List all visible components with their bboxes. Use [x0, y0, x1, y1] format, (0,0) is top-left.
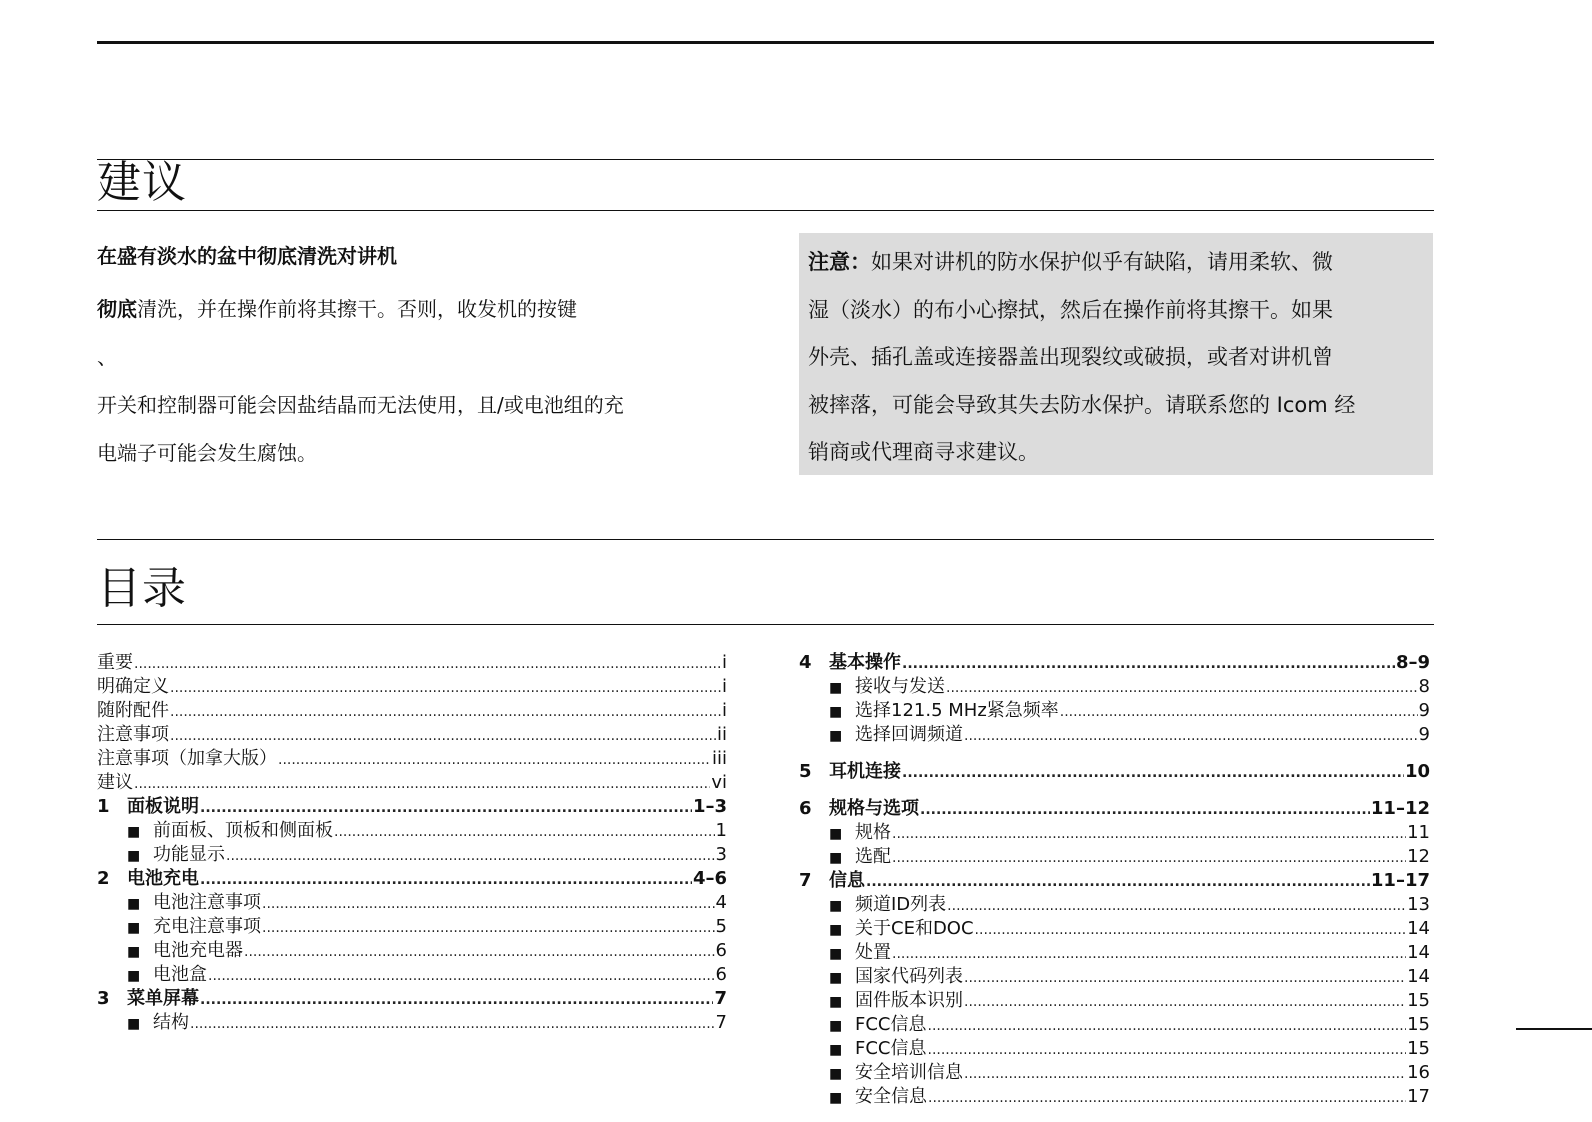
bullet-square-icon: ■	[829, 970, 843, 986]
toc-page-number: 10	[1404, 761, 1430, 782]
toc-rule-bottom	[97, 624, 1434, 625]
bullet-square-icon: ■	[829, 680, 843, 696]
toc-page-number: 5	[715, 916, 727, 937]
bullet-square-icon: ■	[829, 898, 843, 914]
toc-page-number: i	[721, 700, 727, 721]
margin-tab-line	[1516, 1028, 1592, 1030]
toc-entry-label: 国家代码列表	[855, 966, 963, 987]
toc-dot-leader	[920, 798, 1370, 822]
advice-line-1	[97, 285, 737, 333]
toc-entry-label: FCC信息	[855, 1038, 927, 1059]
toc-page-number: 15	[1407, 1014, 1430, 1035]
toc-page-number: 1–3	[692, 796, 727, 817]
toc-page-number: 4–6	[692, 868, 727, 889]
bullet-square-icon: ■	[127, 1016, 141, 1032]
bullet-square-icon: ■	[829, 850, 843, 866]
toc-dot-leader	[170, 700, 721, 724]
toc-dot-leader	[902, 652, 1395, 676]
toc-entry-label: 电池充电器	[153, 940, 243, 961]
toc-subentry[interactable]	[799, 989, 1430, 1013]
toc-page-number: 9	[1418, 700, 1430, 721]
toc-page-number: 4	[715, 892, 727, 913]
notice-line-1	[808, 239, 1419, 287]
toc-dot-leader	[200, 868, 692, 892]
toc-dot-leader	[866, 870, 1370, 894]
toc-entry-label: 规格	[855, 822, 891, 843]
toc-chapter-entry[interactable]	[97, 987, 727, 1011]
toc-page-number: 12	[1407, 846, 1430, 867]
advice-heading: 在盛有淡水的盆中彻底清洗对讲机	[97, 244, 397, 268]
toc-entry-label: 前面板、顶板和侧面板	[153, 820, 333, 841]
advice-line-1-text: 清洗，并在操作前将其擦干。否则，收发机的按键	[137, 297, 577, 321]
toc-page-number: 6	[715, 964, 727, 985]
toc-dot-leader	[334, 820, 715, 844]
toc-subentry[interactable]	[799, 1061, 1430, 1085]
bullet-square-icon: ■	[829, 1066, 843, 1082]
toc-entry-label: 频道ID列表	[855, 894, 947, 915]
bullet-square-icon: ■	[127, 896, 141, 912]
toc-dot-leader	[947, 894, 1406, 918]
toc-entry-label: 电池充电	[127, 868, 199, 889]
toc-entry-label: 充电注意事项	[153, 916, 261, 937]
toc-page-number: 14	[1407, 942, 1430, 963]
toc-entry-label: 安全培训信息	[855, 1062, 963, 1083]
toc-dot-leader	[170, 676, 721, 700]
toc-page-number: 11–12	[1370, 798, 1430, 819]
caution-notice-box	[799, 233, 1433, 475]
toc-chapter-number: 6	[799, 798, 812, 819]
toc-dot-leader	[262, 892, 715, 916]
toc-dot-leader	[964, 990, 1406, 1014]
toc-entry-label: 结构	[153, 1012, 189, 1033]
notice-line-1-text: 如果对讲机的防水保护似乎有缺陷，请用柔软、微	[871, 250, 1333, 274]
toc-page-number: 9	[1418, 724, 1430, 745]
toc-page-number: 6	[715, 940, 727, 961]
toc-subentry[interactable]	[97, 939, 727, 963]
toc-page-number: iii	[711, 748, 727, 769]
advice-title: 建议	[97, 157, 187, 208]
toc-gap	[799, 784, 1430, 797]
toc-dot-leader	[208, 964, 715, 988]
toc-subentry[interactable]	[799, 941, 1430, 965]
toc-entry-label: 菜单屏幕	[127, 988, 199, 1009]
toc-entry-label: 电池注意事项	[153, 892, 261, 913]
toc-entry-label: 信息	[829, 870, 865, 891]
toc-dot-leader	[928, 1086, 1406, 1110]
toc-dot-leader	[902, 761, 1404, 785]
toc-entry-label: 电池盒	[153, 964, 207, 985]
toc-chapter-number: 4	[799, 652, 812, 673]
bullet-square-icon: ■	[829, 1090, 843, 1106]
toc-subentry[interactable]	[97, 843, 727, 867]
toc-page-number: 14	[1407, 966, 1430, 987]
toc-chapter-number: 1	[97, 796, 110, 817]
toc-rule-top	[97, 539, 1434, 540]
toc-entry-label: 耳机连接	[829, 761, 901, 782]
toc-page-number: vi	[711, 772, 727, 793]
toc-subentry[interactable]	[97, 891, 727, 915]
toc-dot-leader	[892, 942, 1406, 966]
toc-entry-label: 重要	[97, 652, 133, 673]
advice-rule-top	[97, 159, 1434, 160]
toc-chapter-entry[interactable]	[799, 797, 1430, 821]
toc-dot-leader	[964, 724, 1418, 748]
toc-entry-label: 随附配件	[97, 700, 169, 721]
toc-dot-leader	[134, 772, 710, 796]
toc-page-number: 15	[1407, 990, 1430, 1011]
toc-page-number: 17	[1407, 1086, 1430, 1107]
toc-subentry[interactable]	[799, 1085, 1430, 1109]
toc-entry-label: 处置	[855, 942, 891, 963]
toc-page-number: 14	[1407, 918, 1430, 939]
toc-subentry[interactable]	[799, 917, 1430, 941]
toc-dot-leader	[964, 1062, 1406, 1086]
advice-line-4: 电端子可能会发生腐蚀。	[97, 441, 317, 465]
toc-chapter-entry[interactable]	[799, 760, 1430, 784]
toc-page-number: 11	[1407, 822, 1430, 843]
toc-entry-label: 面板说明	[127, 796, 199, 817]
toc-dot-leader	[946, 676, 1418, 700]
toc-entry-label: 关于CE和DOC	[855, 918, 974, 939]
toc-dot-leader	[170, 724, 716, 748]
bullet-square-icon: ■	[829, 704, 843, 720]
toc-entry-label: FCC信息	[855, 1014, 927, 1035]
advice-text	[97, 238, 737, 477]
toc-entry-label: 规格与选项	[829, 798, 919, 819]
toc-dot-leader	[226, 844, 715, 868]
bullet-square-icon: ■	[127, 968, 141, 984]
notice-line-4: 被摔落，可能会导致其失去防水保护。请联系您的 Icom 经	[808, 392, 1356, 417]
bullet-square-icon: ■	[829, 826, 843, 842]
toc-page-number: ii	[716, 724, 727, 745]
toc-right-column	[799, 651, 1430, 1109]
toc-entry[interactable]	[97, 699, 727, 723]
toc-subentry[interactable]	[97, 963, 727, 987]
advice-line-2: 、	[97, 345, 117, 369]
bullet-square-icon: ■	[829, 946, 843, 962]
bullet-square-icon: ■	[127, 920, 141, 936]
toc-chapter-number: 2	[97, 868, 110, 889]
toc-chapter-entry[interactable]	[799, 651, 1430, 675]
toc-subentry[interactable]	[799, 699, 1430, 723]
toc-chapter-entry[interactable]	[97, 795, 727, 819]
notice-line-5: 销商或代理商寻求建议。	[808, 440, 1039, 465]
toc-entry-label: 接收与发送	[855, 676, 945, 697]
toc-chapter-number: 3	[97, 988, 110, 1009]
advice-body	[97, 285, 737, 477]
top-rule	[97, 41, 1434, 44]
toc-page-number: 16	[1407, 1062, 1430, 1083]
toc-dot-leader	[200, 988, 713, 1012]
toc-subentry[interactable]	[799, 845, 1430, 869]
toc-dot-leader	[928, 1038, 1407, 1062]
toc-dot-leader	[134, 652, 721, 676]
bullet-square-icon: ■	[127, 824, 141, 840]
toc-entry[interactable]	[97, 651, 727, 675]
toc-entry[interactable]	[97, 771, 727, 795]
toc-entry-label: 选配	[855, 846, 891, 867]
toc-page-number: 1	[715, 820, 727, 841]
toc-title: 目录	[97, 563, 187, 614]
toc-dot-leader	[892, 822, 1406, 846]
toc-dot-leader	[1060, 700, 1418, 724]
advice-line-3: 开关和控制器可能会因盐结晶而无法使用，且/或电池组的充	[97, 393, 624, 417]
toc-dot-leader	[262, 916, 715, 940]
bullet-square-icon: ■	[127, 944, 141, 960]
toc-page-number: 3	[715, 844, 727, 865]
toc-page-number: 7	[715, 1012, 727, 1033]
notice-line-3: 外壳、插孔盖或连接器盖出现裂纹或破损，或者对讲机曾	[808, 345, 1333, 370]
toc-entry-label: 安全信息	[855, 1086, 927, 1107]
toc-subentry[interactable]	[97, 1011, 727, 1035]
bullet-square-icon: ■	[829, 1018, 843, 1034]
toc-page-number: i	[721, 676, 727, 697]
toc-entry-label: 注意事项	[97, 724, 169, 745]
toc-dot-leader	[200, 796, 692, 820]
toc-entry-label: 建议	[97, 772, 133, 793]
notice-line-2: 湿（淡水）的布小心擦拭，然后在操作前将其擦干。如果	[808, 297, 1333, 322]
toc-subentry[interactable]	[799, 723, 1430, 747]
toc-entry-label: 明确定义	[97, 676, 169, 697]
toc-subentry[interactable]	[799, 675, 1430, 699]
toc-entry-label: 选择121.5 MHz紧急频率	[855, 700, 1059, 721]
toc-chapter-number: 7	[799, 870, 812, 891]
toc-entry-label: 功能显示	[153, 844, 225, 865]
toc-page-number: 8	[1418, 676, 1430, 697]
bullet-square-icon: ■	[127, 848, 141, 864]
toc-page-number: 13	[1407, 894, 1430, 915]
toc-chapter-number: 5	[799, 761, 812, 782]
toc-entry-label: 注意事项（加拿大版）	[97, 748, 277, 769]
advice-bold-word: 彻底	[97, 297, 137, 321]
toc-subentry[interactable]	[799, 893, 1430, 917]
toc-subentry[interactable]	[799, 1037, 1430, 1061]
toc-dot-leader	[892, 846, 1406, 870]
bullet-square-icon: ■	[829, 994, 843, 1010]
toc-page-number: 7	[714, 988, 727, 1009]
toc-dot-leader	[928, 1014, 1407, 1038]
toc-entry[interactable]	[97, 747, 727, 771]
advice-rule-bottom	[97, 210, 1434, 211]
toc-entry-label: 固件版本识别	[855, 990, 963, 1011]
toc-dot-leader	[278, 748, 711, 772]
toc-page-number: 8–9	[1395, 652, 1430, 673]
toc-dot-leader	[964, 966, 1406, 990]
toc-page-number: 11–17	[1370, 870, 1430, 891]
toc-subentry[interactable]	[97, 819, 727, 843]
toc-subentry[interactable]	[799, 1013, 1430, 1037]
toc-left-column	[97, 651, 727, 1035]
notice-label: 注意：	[808, 250, 871, 274]
toc-gap	[799, 747, 1430, 760]
toc-chapter-entry[interactable]	[97, 867, 727, 891]
toc-dot-leader	[190, 1012, 715, 1036]
toc-subentry[interactable]	[799, 965, 1430, 989]
toc-page-number: 15	[1407, 1038, 1430, 1059]
bullet-square-icon: ■	[829, 728, 843, 744]
toc-dot-leader	[244, 940, 715, 964]
bullet-square-icon: ■	[829, 1042, 843, 1058]
toc-entry-label: 选择回调频道	[855, 724, 963, 745]
bullet-square-icon: ■	[829, 922, 843, 938]
toc-entry[interactable]	[97, 723, 727, 747]
toc-dot-leader	[975, 918, 1407, 942]
toc-entry[interactable]	[97, 675, 727, 699]
toc-entry-label: 基本操作	[829, 652, 901, 673]
toc-page-number: i	[721, 652, 727, 673]
toc-subentry[interactable]	[799, 821, 1430, 845]
toc-subentry[interactable]	[97, 915, 727, 939]
toc-chapter-entry[interactable]	[799, 869, 1430, 893]
